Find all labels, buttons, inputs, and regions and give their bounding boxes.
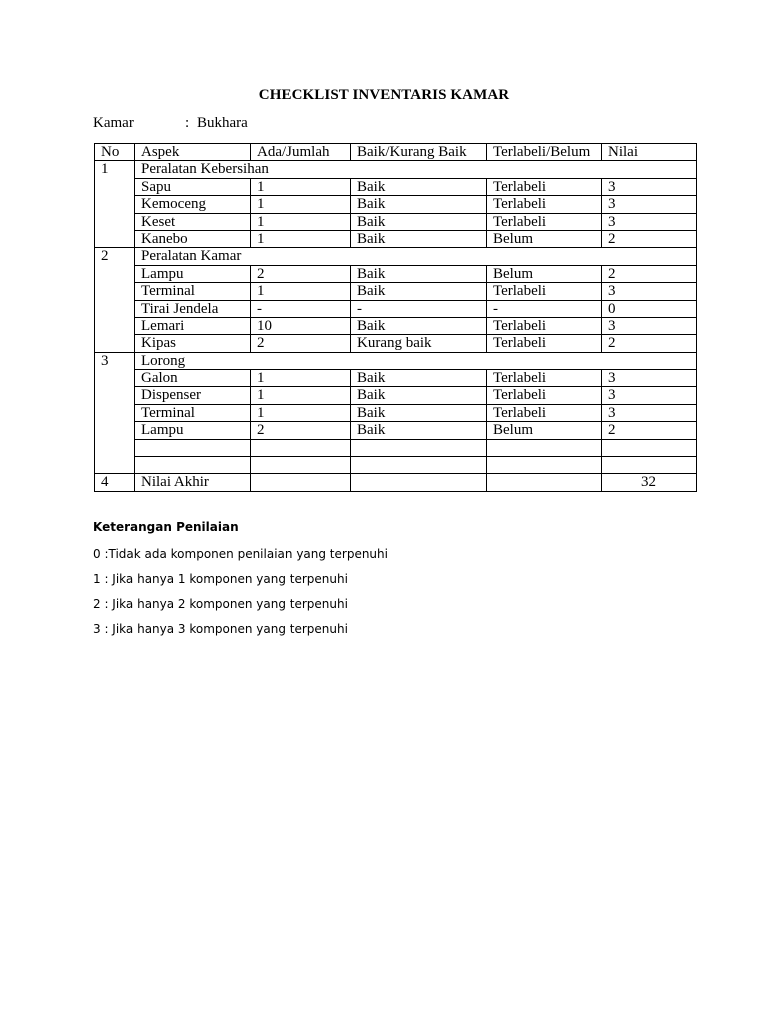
item-jumlah: 2 xyxy=(251,422,351,439)
notes-line: 2 : Jika hanya 2 komponen yang terpenuhi xyxy=(93,597,348,611)
table-row xyxy=(95,265,697,282)
assessment-notes xyxy=(93,520,388,647)
table-row xyxy=(95,439,697,456)
item-label: Terlabeli xyxy=(487,370,602,387)
header-nilai: Nilai xyxy=(602,144,697,161)
item-kondisi: Baik xyxy=(351,404,487,421)
item-jumlah: 2 xyxy=(251,335,351,352)
item-kondisi: Baik xyxy=(351,370,487,387)
final-score-row xyxy=(95,474,697,491)
item-label: - xyxy=(487,300,602,317)
item-aspek: Keset xyxy=(135,213,251,230)
kamar-colon: : xyxy=(185,115,190,131)
item-nilai: 2 xyxy=(602,265,697,282)
header-ada-jumlah: Ada/Jumlah xyxy=(251,144,351,161)
item-jumlah: 1 xyxy=(251,213,351,230)
table-row xyxy=(95,283,697,300)
item-aspek: Terminal xyxy=(135,404,251,421)
group-name: Lorong xyxy=(135,352,697,369)
item-kondisi: Baik xyxy=(351,213,487,230)
item-jumlah xyxy=(251,457,351,474)
item-nilai xyxy=(602,439,697,456)
item-jumlah: 1 xyxy=(251,196,351,213)
item-kondisi xyxy=(351,439,487,456)
item-nilai: 0 xyxy=(602,300,697,317)
item-label: Belum xyxy=(487,422,602,439)
item-nilai: 2 xyxy=(602,335,697,352)
item-label: Terlabeli xyxy=(487,178,602,195)
item-jumlah: 1 xyxy=(251,370,351,387)
item-nilai xyxy=(602,457,697,474)
final-empty-cell xyxy=(487,474,602,491)
table-row xyxy=(95,213,697,230)
item-label: Belum xyxy=(487,265,602,282)
item-jumlah: 2 xyxy=(251,265,351,282)
header-no: No xyxy=(95,144,135,161)
notes-line: 1 : Jika hanya 1 komponen yang terpenuhi xyxy=(93,572,348,586)
header-label: Terlabeli/Belum xyxy=(487,144,602,161)
item-nilai: 3 xyxy=(602,178,697,195)
item-nilai: 2 xyxy=(602,230,697,247)
item-jumlah: 1 xyxy=(251,404,351,421)
item-kondisi: Baik xyxy=(351,178,487,195)
item-nilai: 3 xyxy=(602,213,697,230)
item-label xyxy=(487,457,602,474)
item-aspek: Kipas xyxy=(135,335,251,352)
item-label: Terlabeli xyxy=(487,283,602,300)
header-aspek: Aspek xyxy=(135,144,251,161)
final-number: 4 xyxy=(95,474,135,491)
item-kondisi: Baik xyxy=(351,265,487,282)
item-kondisi: Baik xyxy=(351,422,487,439)
table-group-row xyxy=(95,352,697,369)
item-aspek: Lemari xyxy=(135,317,251,334)
item-kondisi: Baik xyxy=(351,283,487,300)
final-label: Nilai Akhir xyxy=(135,474,251,491)
item-kondisi: Baik xyxy=(351,230,487,247)
item-label: Terlabeli xyxy=(487,196,602,213)
group-number: 1 xyxy=(95,161,135,248)
item-jumlah: 1 xyxy=(251,387,351,404)
final-empty-cell xyxy=(351,474,487,491)
table-group-row xyxy=(95,161,697,178)
item-kondisi: - xyxy=(351,300,487,317)
table-row xyxy=(95,422,697,439)
table-row xyxy=(95,178,697,195)
item-kondisi: Baik xyxy=(351,387,487,404)
notes-line: 3 : Jika hanya 3 komponen yang terpenuhi xyxy=(93,622,348,636)
item-nilai: 3 xyxy=(602,196,697,213)
item-label: Terlabeli xyxy=(487,317,602,334)
item-jumlah: 1 xyxy=(251,230,351,247)
item-nilai: 3 xyxy=(602,387,697,404)
table-header-row xyxy=(95,144,697,161)
item-kondisi xyxy=(351,457,487,474)
item-label: Belum xyxy=(487,230,602,247)
item-label xyxy=(487,439,602,456)
group-number: 3 xyxy=(95,352,135,474)
item-aspek: Terminal xyxy=(135,283,251,300)
item-aspek: Kanebo xyxy=(135,230,251,247)
table-row xyxy=(95,335,697,352)
item-aspek: Lampu xyxy=(135,422,251,439)
item-label: Terlabeli xyxy=(487,213,602,230)
table-row xyxy=(95,196,697,213)
item-aspek: Dispenser xyxy=(135,387,251,404)
item-nilai: 3 xyxy=(602,317,697,334)
group-name: Peralatan Kamar xyxy=(135,248,697,265)
final-empty-cell xyxy=(251,474,351,491)
item-aspek: Lampu xyxy=(135,265,251,282)
table-row xyxy=(95,404,697,421)
kamar-value: Bukhara xyxy=(197,115,248,131)
item-nilai: 3 xyxy=(602,283,697,300)
group-name: Peralatan Kebersihan xyxy=(135,161,697,178)
item-aspek xyxy=(135,457,251,474)
table-row xyxy=(95,317,697,334)
table-row xyxy=(95,230,697,247)
inventory-table xyxy=(94,143,697,492)
group-number: 2 xyxy=(95,248,135,352)
item-nilai: 2 xyxy=(602,422,697,439)
item-kondisi: Baik xyxy=(351,196,487,213)
table-row xyxy=(95,370,697,387)
table-row xyxy=(95,387,697,404)
item-aspek xyxy=(135,439,251,456)
kamar-line xyxy=(93,115,248,132)
item-label: Terlabeli xyxy=(487,387,602,404)
item-jumlah: - xyxy=(251,300,351,317)
item-nilai: 3 xyxy=(602,370,697,387)
kamar-label: Kamar xyxy=(93,115,134,131)
item-aspek: Galon xyxy=(135,370,251,387)
item-label: Terlabeli xyxy=(487,335,602,352)
item-jumlah: 1 xyxy=(251,283,351,300)
item-aspek: Sapu xyxy=(135,178,251,195)
notes-line: 0 :Tidak ada komponen penilaian yang terpenuhi xyxy=(93,547,388,561)
item-kondisi: Kurang baik xyxy=(351,335,487,352)
item-aspek: Tirai Jendela xyxy=(135,300,251,317)
item-nilai: 3 xyxy=(602,404,697,421)
table-row xyxy=(95,300,697,317)
item-label: Terlabeli xyxy=(487,404,602,421)
document-title: CHECKLIST INVENTARIS KAMAR xyxy=(258,87,510,103)
item-kondisi: Baik xyxy=(351,317,487,334)
notes-title: Keterangan Penilaian xyxy=(93,520,239,534)
table-group-row xyxy=(95,248,697,265)
final-score-value: 32 xyxy=(602,474,697,491)
item-aspek: Kemoceng xyxy=(135,196,251,213)
item-jumlah xyxy=(251,439,351,456)
header-kondisi: Baik/Kurang Baik xyxy=(351,144,487,161)
item-jumlah: 1 xyxy=(251,178,351,195)
item-jumlah: 10 xyxy=(251,317,351,334)
table-row xyxy=(95,457,697,474)
